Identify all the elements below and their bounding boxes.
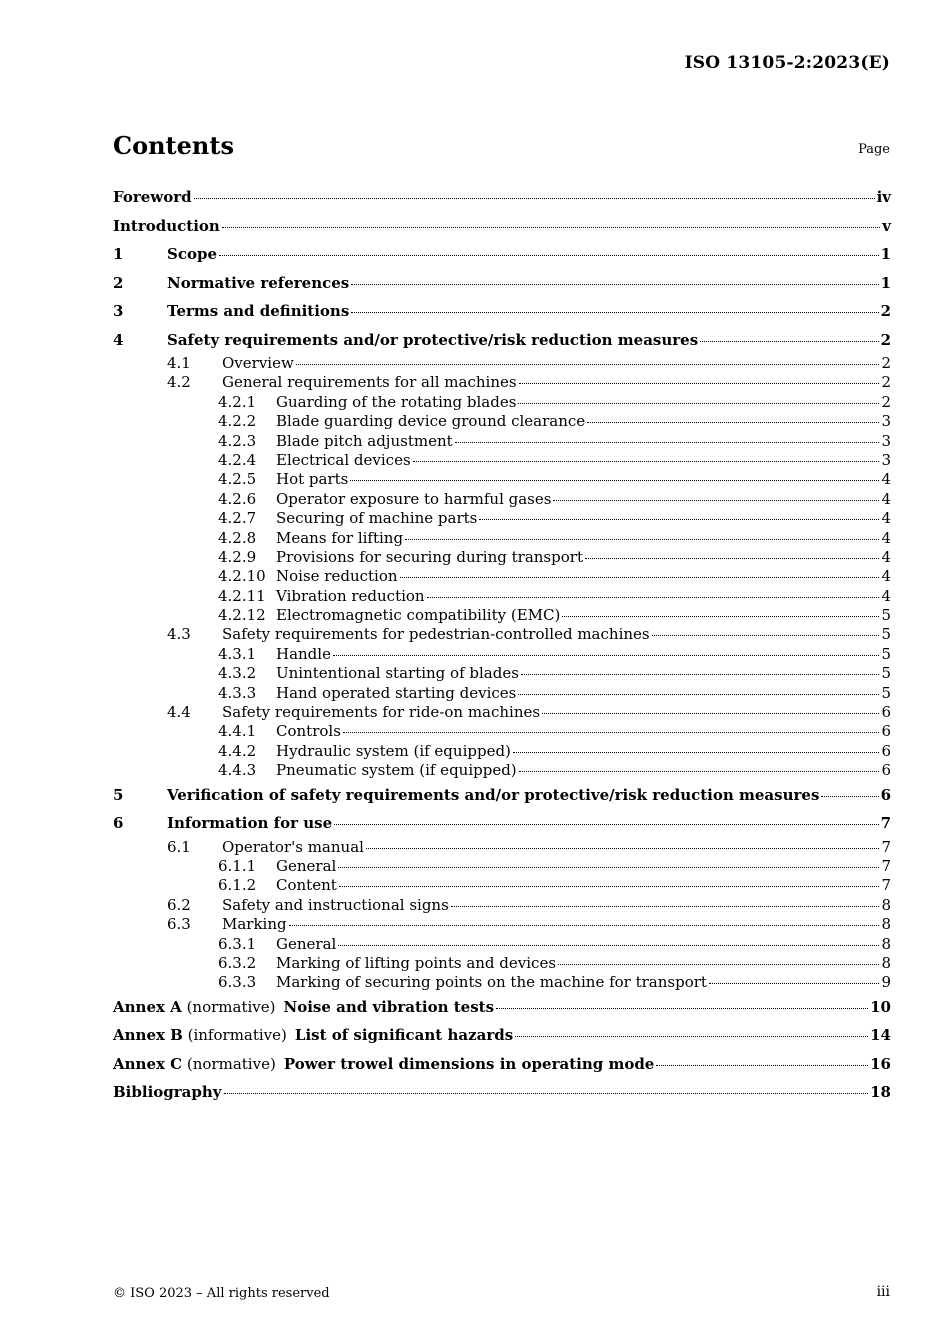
toc-entry-number: 4.3.2 bbox=[218, 664, 257, 683]
toc-entry[interactable] bbox=[113, 722, 891, 741]
toc-annex-entry[interactable] bbox=[113, 1021, 891, 1050]
toc-entry[interactable] bbox=[113, 973, 891, 992]
toc-entry-title: Securing of machine parts bbox=[276, 509, 478, 528]
toc-entry[interactable] bbox=[113, 761, 891, 780]
toc-entry-page: 1 bbox=[880, 273, 891, 292]
toc-entry-page: 7 bbox=[881, 837, 891, 856]
toc-entry-number: 4.4 bbox=[167, 703, 191, 722]
annex-type: (normative) bbox=[186, 1054, 276, 1073]
toc-entry-page: 2 bbox=[881, 373, 891, 392]
toc-entry-number: 1 bbox=[113, 245, 124, 263]
toc-entry-title: Hand operated starting devices bbox=[276, 683, 517, 702]
toc-entry-page: 5 bbox=[881, 606, 891, 625]
page-column-label: Page bbox=[858, 142, 890, 157]
toc-entry-number: 5 bbox=[113, 785, 124, 804]
toc-entry-number: 4.2.1 bbox=[218, 392, 257, 411]
toc-entry-title: Verification of safety requirements and/or protective/risk reduction measures bbox=[167, 785, 820, 804]
toc-entry[interactable] bbox=[113, 212, 891, 241]
dot-leader bbox=[413, 461, 880, 462]
toc-entry[interactable] bbox=[113, 354, 891, 373]
toc-entry-title: Scope bbox=[167, 245, 218, 263]
toc-entry[interactable] bbox=[113, 703, 891, 722]
dot-leader bbox=[338, 945, 879, 946]
dot-leader bbox=[709, 983, 880, 984]
toc-entry[interactable] bbox=[113, 935, 891, 954]
toc-entry-page: v bbox=[882, 216, 891, 235]
toc-entry-title: Noise reduction bbox=[276, 567, 398, 586]
dot-leader bbox=[400, 577, 880, 578]
toc-entry-title: Safety and instructional signs bbox=[222, 895, 449, 914]
dot-leader bbox=[455, 442, 880, 443]
toc-entry-number: 4.2.6 bbox=[218, 489, 257, 508]
toc-entry[interactable] bbox=[113, 373, 891, 392]
toc-entry-title: General bbox=[276, 934, 337, 953]
toc-entry[interactable] bbox=[113, 915, 891, 934]
toc-entry-number: 6.2 bbox=[167, 895, 191, 914]
dot-leader bbox=[562, 616, 879, 617]
annex-type: (normative) bbox=[186, 997, 276, 1016]
toc-entry-title: Vibration reduction bbox=[276, 586, 425, 605]
toc-entry-page: 8 bbox=[881, 953, 891, 972]
toc-entry-number: 4.2.7 bbox=[218, 509, 257, 528]
toc-entry-number: 6.3.3 bbox=[218, 973, 257, 992]
toc-entry-page: 6 bbox=[881, 722, 891, 741]
toc-entry-title: Hot parts bbox=[276, 470, 349, 489]
toc-entry-number: 6.3.2 bbox=[218, 953, 257, 972]
dot-leader bbox=[224, 1093, 869, 1094]
toc-annex-entry[interactable] bbox=[113, 993, 891, 1022]
toc-entry-title: Guarding of the rotating blades bbox=[276, 392, 517, 411]
toc-entry-page: 4 bbox=[881, 567, 891, 586]
dot-leader bbox=[542, 713, 879, 714]
toc-entry-title: Means for lifting bbox=[276, 528, 404, 547]
toc-entry-number: 4.2.2 bbox=[218, 412, 257, 431]
dot-leader bbox=[405, 539, 879, 540]
toc-entry-number: 4.4.1 bbox=[218, 722, 257, 741]
toc-entry-number: 4.2.9 bbox=[218, 547, 257, 566]
toc-entry-title: Blade guarding device ground clearance bbox=[276, 412, 586, 431]
toc-entry-number: 2 bbox=[113, 273, 124, 292]
toc-entry-page: 14 bbox=[870, 1026, 891, 1045]
toc-entry[interactable] bbox=[113, 451, 891, 470]
toc-entry-title: General requirements for all machines bbox=[222, 373, 517, 392]
annex-type: (informative) bbox=[187, 1026, 287, 1045]
toc-entry[interactable] bbox=[113, 548, 891, 567]
dot-leader bbox=[518, 694, 879, 695]
toc-entry-title: Operator's manual bbox=[222, 837, 364, 856]
toc-entry[interactable] bbox=[113, 838, 891, 857]
toc-entry-number: 6 bbox=[113, 814, 124, 833]
toc-entry[interactable] bbox=[113, 490, 891, 509]
toc-entry[interactable] bbox=[113, 326, 891, 355]
toc-entry-page: 7 bbox=[881, 876, 891, 895]
toc-entry-title: Safety requirements for ride-on machines bbox=[222, 703, 541, 722]
toc-entry-page: 8 bbox=[881, 915, 891, 934]
toc-entry[interactable] bbox=[113, 742, 891, 761]
toc-entry-title: Terms and definitions bbox=[167, 302, 350, 320]
dot-leader bbox=[333, 655, 879, 656]
toc-entry[interactable] bbox=[113, 809, 891, 838]
dot-leader bbox=[296, 364, 880, 365]
dot-leader bbox=[351, 284, 878, 285]
dot-leader bbox=[339, 886, 880, 887]
toc-entry-number: 6.3 bbox=[167, 915, 191, 934]
toc-entry-number: 4.4.3 bbox=[218, 761, 257, 780]
annex-label: Annex A bbox=[113, 997, 182, 1016]
dot-leader bbox=[350, 480, 879, 481]
toc-entry-page: 5 bbox=[881, 664, 891, 683]
toc-entry-title: Marking of lifting points and devices bbox=[276, 953, 557, 972]
toc-entry-page: 10 bbox=[870, 997, 891, 1016]
dot-leader bbox=[289, 925, 880, 926]
toc-entry-page: 5 bbox=[881, 683, 891, 702]
toc-entry[interactable] bbox=[113, 664, 891, 683]
toc-entry-page: 3 bbox=[881, 431, 891, 450]
dot-leader bbox=[222, 227, 880, 228]
toc-entry-page: 6 bbox=[881, 703, 891, 722]
toc-entry-title: Overview bbox=[222, 354, 294, 372]
toc-entry-page: 7 bbox=[881, 856, 891, 875]
toc-entry-number: 4 bbox=[113, 330, 124, 349]
toc-entry-title: Pneumatic system (if equipped) bbox=[276, 761, 517, 780]
toc-entry-number: 6.1.1 bbox=[218, 856, 257, 875]
annex-title: Noise and vibration tests bbox=[283, 997, 495, 1016]
toc-annex-entry[interactable] bbox=[113, 1050, 891, 1079]
toc-entry[interactable] bbox=[113, 1078, 891, 1107]
dot-leader bbox=[338, 867, 879, 868]
toc-entry[interactable] bbox=[113, 954, 891, 973]
toc-entry[interactable] bbox=[113, 781, 891, 810]
toc-entry-page: 2 bbox=[880, 330, 891, 349]
toc-entry-page: 6 bbox=[881, 761, 891, 780]
toc-entry-page: 4 bbox=[881, 470, 891, 489]
toc-entry[interactable] bbox=[113, 587, 891, 606]
toc-entry[interactable] bbox=[113, 412, 891, 431]
annex-title: Power trowel dimensions in operating mode bbox=[283, 1054, 655, 1073]
toc-entry-page: 7 bbox=[880, 814, 891, 833]
dot-leader bbox=[219, 255, 879, 256]
dot-leader bbox=[351, 312, 878, 313]
toc-entry-title: Operator exposure to harmful gases bbox=[276, 489, 552, 508]
toc-entry-page: 18 bbox=[870, 1083, 891, 1102]
dot-leader bbox=[652, 635, 880, 636]
toc-entry[interactable] bbox=[113, 432, 891, 451]
toc-entry-number: 4.1 bbox=[167, 354, 191, 372]
toc-entry-title: Marking bbox=[222, 915, 287, 934]
toc-entry[interactable] bbox=[113, 857, 891, 876]
dot-leader bbox=[194, 198, 875, 199]
toc-entry-page: 5 bbox=[881, 625, 891, 644]
toc-entry[interactable] bbox=[113, 509, 891, 528]
dot-leader bbox=[519, 771, 880, 772]
toc-entry-number: 6.1 bbox=[167, 837, 191, 856]
toc-entry[interactable] bbox=[113, 297, 891, 326]
toc-entry-page: 4 bbox=[881, 586, 891, 605]
toc-entry[interactable] bbox=[113, 625, 891, 644]
toc-entry-title: General bbox=[276, 856, 337, 875]
toc-entry[interactable] bbox=[113, 183, 891, 212]
toc-entry-number: 4.2.8 bbox=[218, 528, 257, 547]
toc-entry-title: Unintentional starting of blades bbox=[276, 664, 519, 683]
toc-entry-title: Bibliography bbox=[113, 1083, 222, 1102]
toc-entry-page: 5 bbox=[881, 644, 891, 663]
dot-leader bbox=[479, 519, 879, 520]
dot-leader bbox=[515, 1036, 868, 1037]
toc-entry[interactable] bbox=[113, 470, 891, 489]
dot-leader bbox=[821, 796, 878, 797]
toc-entry[interactable] bbox=[113, 269, 891, 298]
toc-entry-number: 4.4.2 bbox=[218, 741, 257, 760]
toc-entry-page: 1 bbox=[880, 245, 891, 263]
toc-entry-number: 4.3.3 bbox=[218, 683, 257, 702]
copyright-notice: © ISO 2023 – All rights reserved bbox=[113, 1286, 330, 1301]
dot-leader bbox=[700, 341, 878, 342]
toc-entry-title: Provisions for securing during transport bbox=[276, 547, 583, 566]
toc-entry-number: 6.1.2 bbox=[218, 876, 257, 895]
toc-entry-number: 4.3 bbox=[167, 625, 191, 644]
toc-entry[interactable] bbox=[113, 896, 891, 915]
toc-entry-title: Content bbox=[276, 876, 337, 895]
toc-entry-title: Safety requirements for pedestrian-controlled machines bbox=[222, 625, 650, 644]
dot-leader bbox=[521, 674, 880, 675]
toc-entry-title: Foreword bbox=[113, 188, 192, 206]
dot-leader bbox=[343, 732, 880, 733]
dot-leader bbox=[553, 500, 879, 501]
toc-entry-page: 3 bbox=[881, 450, 891, 469]
dot-leader bbox=[496, 1008, 868, 1009]
toc-entry[interactable] bbox=[113, 529, 891, 548]
toc-entry-number: 4.2.4 bbox=[218, 450, 257, 469]
toc-entry-page: iv bbox=[876, 188, 891, 206]
toc-entry[interactable] bbox=[113, 393, 891, 412]
toc-entry[interactable] bbox=[113, 240, 891, 269]
toc-entry-title: Electrical devices bbox=[276, 450, 411, 469]
toc-entry-page: 6 bbox=[881, 741, 891, 760]
toc-entry-title: Marking of securing points on the machine for transport bbox=[276, 973, 707, 992]
toc-entry-number: 4.3.1 bbox=[218, 644, 257, 663]
toc-entry-title: Electromagnetic compatibility (EMC) bbox=[276, 606, 561, 625]
dot-leader bbox=[558, 964, 879, 965]
toc-entry[interactable] bbox=[113, 684, 891, 703]
toc-entry-number: 4.2.11 bbox=[218, 586, 266, 605]
dot-leader bbox=[427, 597, 880, 598]
toc-entry-page: 8 bbox=[881, 934, 891, 953]
toc-entry-title: Handle bbox=[276, 644, 331, 663]
toc-entry-number: 4.2.10 bbox=[218, 567, 266, 586]
toc-entry-number: 4.2.12 bbox=[218, 606, 266, 625]
dot-leader bbox=[451, 906, 880, 907]
toc-entry-page: 9 bbox=[881, 973, 891, 992]
toc-entry-page: 4 bbox=[881, 489, 891, 508]
toc-entry-title: Hydraulic system (if equipped) bbox=[276, 741, 511, 760]
toc-entry-page: 8 bbox=[881, 895, 891, 914]
toc-entry-number: 4.2 bbox=[167, 373, 191, 392]
toc-entry[interactable] bbox=[113, 567, 891, 586]
toc-entry[interactable] bbox=[113, 645, 891, 664]
page-number: iii bbox=[876, 1284, 890, 1300]
dot-leader bbox=[518, 403, 879, 404]
dot-leader bbox=[334, 824, 878, 825]
document-id: ISO 13105-2:2023(E) bbox=[684, 53, 890, 73]
toc-entry-title: Introduction bbox=[113, 216, 220, 235]
dot-leader bbox=[519, 383, 880, 384]
toc-entry-number: 4.2.3 bbox=[218, 431, 257, 450]
table-of-contents bbox=[113, 183, 891, 1107]
annex-label: Annex C bbox=[113, 1054, 183, 1073]
toc-entry-page: 4 bbox=[881, 509, 891, 528]
toc-entry-title: Blade pitch adjustment bbox=[276, 431, 453, 450]
toc-entry-page: 2 bbox=[881, 354, 891, 372]
toc-entry-page: 2 bbox=[881, 392, 891, 411]
toc-entry-title: Controls bbox=[276, 722, 341, 741]
toc-entry-title: Safety requirements and/or protective/risk reduction measures bbox=[167, 330, 699, 349]
toc-entry-title: Normative references bbox=[167, 273, 350, 292]
dot-leader bbox=[656, 1065, 868, 1066]
toc-entry-page: 4 bbox=[881, 528, 891, 547]
annex-label: Annex B bbox=[113, 1026, 183, 1045]
dot-leader bbox=[513, 752, 880, 753]
annex-title: List of significant hazards bbox=[294, 1026, 514, 1045]
toc-entry-number: 4.2.5 bbox=[218, 470, 257, 489]
toc-entry-number: 6.3.1 bbox=[218, 934, 257, 953]
toc-entry-title: Information for use bbox=[167, 814, 333, 833]
toc-entry-page: 2 bbox=[880, 302, 891, 320]
toc-entry-page: 6 bbox=[880, 785, 891, 804]
toc-entry-page: 3 bbox=[881, 412, 891, 431]
toc-entry-page: 16 bbox=[870, 1054, 891, 1073]
contents-heading: Contents bbox=[113, 131, 234, 160]
toc-entry[interactable] bbox=[113, 606, 891, 625]
toc-entry-page: 4 bbox=[881, 547, 891, 566]
toc-entry-number: 3 bbox=[113, 302, 124, 320]
dot-leader bbox=[587, 422, 879, 423]
dot-leader bbox=[366, 848, 880, 849]
toc-entry[interactable] bbox=[113, 876, 891, 895]
dot-leader bbox=[585, 558, 879, 559]
